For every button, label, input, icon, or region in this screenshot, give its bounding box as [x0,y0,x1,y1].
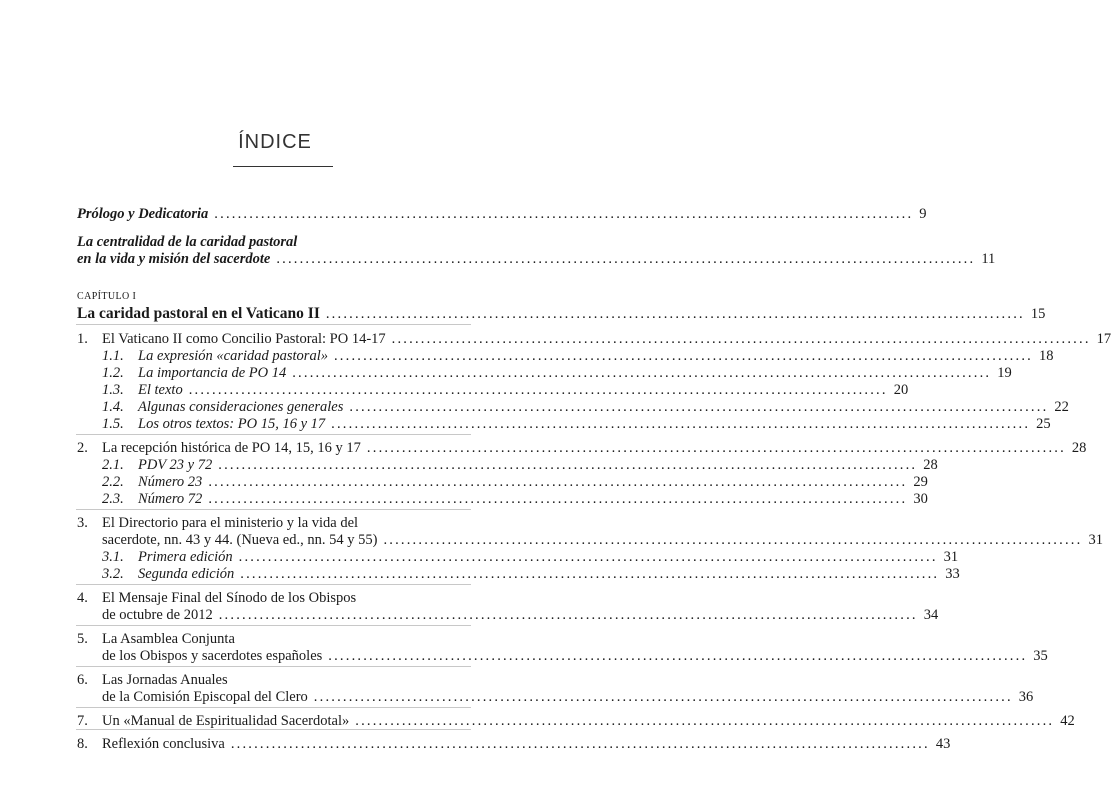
chapter-label: CAPÍTULO I [77,291,137,302]
toc-page-number: 17 [1096,331,1111,347]
toc-subitem-entry[interactable] [102,382,909,398]
leader-dots: ........................................................................................................................ [208,491,908,507]
index-title: ÍNDICE [238,131,312,153]
leader-dots: ........................................................................................................................ [349,399,1049,415]
leader-dots: ........................................................................................................................ [391,331,1091,347]
toc-page-number: 28 [923,457,938,473]
toc-item-entry[interactable] [102,440,1087,456]
toc-item-title: sacerdote, nn. 43 y 44. (Nueva ed., nn. 54 y 55) [102,532,378,548]
toc-item-entry[interactable] [102,713,1075,729]
toc-subitem-number: 2.3. [102,491,124,507]
toc-subitem-number: 1.5. [102,416,124,432]
item-rule [76,509,471,510]
toc-item-line: Las Jornadas Anuales [102,672,228,688]
leader-dots: ........................................................................................................................ [328,648,1028,664]
leader-dots: ........................................................................................................................ [276,251,976,267]
toc-item-line: La Asamblea Conjunta [102,631,235,647]
toc-page-number: 33 [945,566,960,582]
toc-page-number: 29 [913,474,928,490]
toc-page-number: 9 [919,206,927,222]
toc-subitem-entry[interactable] [102,457,938,473]
leader-dots: ........................................................................................................................ [238,549,938,565]
toc-page-number: 30 [913,491,928,507]
leader-dots: ........................................................................................................................ [218,457,918,473]
toc-subitem-title: La expresión «caridad pastoral» [138,348,328,364]
leader-dots: ........................................................................................................................ [333,348,1033,364]
toc-subitem-title: Algunas consideraciones generales [138,399,344,415]
toc-subitem-title: Los otros textos: PO 15, 16 y 17 [138,416,326,432]
leader-dots: ........................................................................................................................ [214,206,914,222]
toc-subitem-title: Segunda edición [138,566,235,582]
toc-item-number: 6. [77,672,88,688]
toc-item-number: 8. [77,736,88,752]
toc-subitem-number: 1.3. [102,382,124,398]
leader-dots: ........................................................................................................................ [355,713,1055,729]
toc-subitem-title: Número 72 [138,491,203,507]
toc-subitem-number: 1.2. [102,365,124,381]
leader-dots: ........................................................................................................................ [292,365,992,381]
title-rule [233,166,333,167]
toc-page-number: 11 [981,251,996,267]
toc-item-number: 4. [77,590,88,606]
item-rule [76,666,471,667]
toc-item-number: 1. [77,331,88,347]
toc-subitem-title: La importancia de PO 14 [138,365,287,381]
toc-subitem-title: Número 23 [138,474,203,490]
leader-dots: ........................................................................................................................ [218,607,918,623]
toc-subitem-number: 3.1. [102,549,124,565]
toc-item-title: El Vaticano II como Concilio Pastoral: PO 14-17 [102,331,386,347]
toc-page-number: 34 [923,607,939,623]
toc-item-entry[interactable] [102,532,1103,548]
toc-page-number: 31 [943,549,959,565]
leader-dots: ........................................................................................................................ [208,474,908,490]
toc-item-entry[interactable] [102,648,1048,664]
toc-item-entry[interactable] [102,689,1034,705]
toc-subitem-number: 2.1. [102,457,124,473]
toc-entry-title: Prólogo y Dedicatoria [77,206,209,222]
toc-subitem-title: El texto [138,382,183,398]
toc-item-title: La recepción histórica de PO 14, 15, 16 y 17 [102,440,361,456]
toc-item-number: 3. [77,515,88,531]
item-rule [76,584,471,585]
item-rule [76,729,471,730]
toc-page-number: 19 [997,365,1012,381]
leader-dots: ........................................................................................................................ [366,440,1066,456]
toc-entry-centralidad-line1: La centralidad de la caridad pastoral [77,234,298,250]
toc-subitem-title: Primera edición [138,549,233,565]
item-rule [76,434,471,435]
toc-subitem-entry[interactable] [102,491,928,507]
leader-dots: ........................................................................................................................ [383,532,1083,548]
toc-subitem-number: 2.2. [102,474,124,490]
toc-subitem-entry[interactable] [102,399,1069,415]
toc-page-number: 25 [1036,416,1051,432]
toc-page-number: 43 [935,736,951,752]
toc-page-number: 31 [1088,532,1103,548]
toc-page-number: 36 [1018,689,1034,705]
toc-subitem-title: PDV 23 y 72 [138,457,213,473]
leader-dots: ........................................................................................................................ [188,382,888,398]
item-rule [76,707,471,708]
leader-dots: ........................................................................................................................ [240,566,940,582]
toc-item-number: 7. [77,713,88,729]
toc-entry-centralidad[interactable] [77,251,996,267]
toc-page-number: 22 [1054,399,1069,415]
chapter-rule [76,324,471,325]
toc-page-number: 20 [893,382,909,398]
toc-entry-prologo[interactable] [77,206,927,222]
toc-entry-title: en la vida y misión del sacerdote [77,251,271,267]
toc-item-line: El Directorio para el ministerio y la vida del [102,515,359,531]
toc-subitem-entry[interactable] [102,348,1054,364]
leader-dots: ........................................................................................................................ [313,689,1013,705]
toc-item-title: Reflexión conclusiva [102,736,225,752]
leader-dots: ........................................................................................................................ [325,306,1025,322]
leader-dots: ........................................................................................................................ [331,416,1031,432]
toc-page-number: 15 [1030,306,1046,322]
toc-item-number: 2. [77,440,88,456]
toc-subitem-entry[interactable] [102,549,959,565]
toc-item-entry[interactable] [102,331,1111,347]
toc-page-number: 42 [1060,713,1075,729]
toc-item-title: Un «Manual de Espiritualidad Sacerdotal» [102,713,350,729]
toc-item-number: 5. [77,631,88,647]
toc-chapter-title[interactable] [77,305,1046,322]
item-rule [76,625,471,626]
toc-subitem-entry[interactable] [102,474,928,490]
toc-subitem-number: 1.4. [102,399,124,415]
toc-page-number: 35 [1033,648,1048,664]
toc-item-entry[interactable] [102,736,951,752]
toc-subitem-entry[interactable] [102,566,960,582]
toc-subitem-entry[interactable] [102,416,1051,432]
toc-page-number: 18 [1038,348,1054,364]
leader-dots: ........................................................................................................................ [230,736,930,752]
toc-page-number: 28 [1071,440,1087,456]
toc-item-title: de la Comisión Episcopal del Clero [102,689,308,705]
chapter-title: La caridad pastoral en el Vaticano II [77,305,320,322]
toc-subitem-number: 3.2. [102,566,124,582]
toc-subitem-number: 1.1. [102,348,124,364]
toc-item-title: de octubre de 2012 [102,607,213,623]
toc-item-line: El Mensaje Final del Sínodo de los Obispos [102,590,357,606]
toc-item-entry[interactable] [102,607,939,623]
toc-item-title: de los Obispos y sacerdotes españoles [102,648,323,664]
toc-subitem-entry[interactable] [102,365,1012,381]
